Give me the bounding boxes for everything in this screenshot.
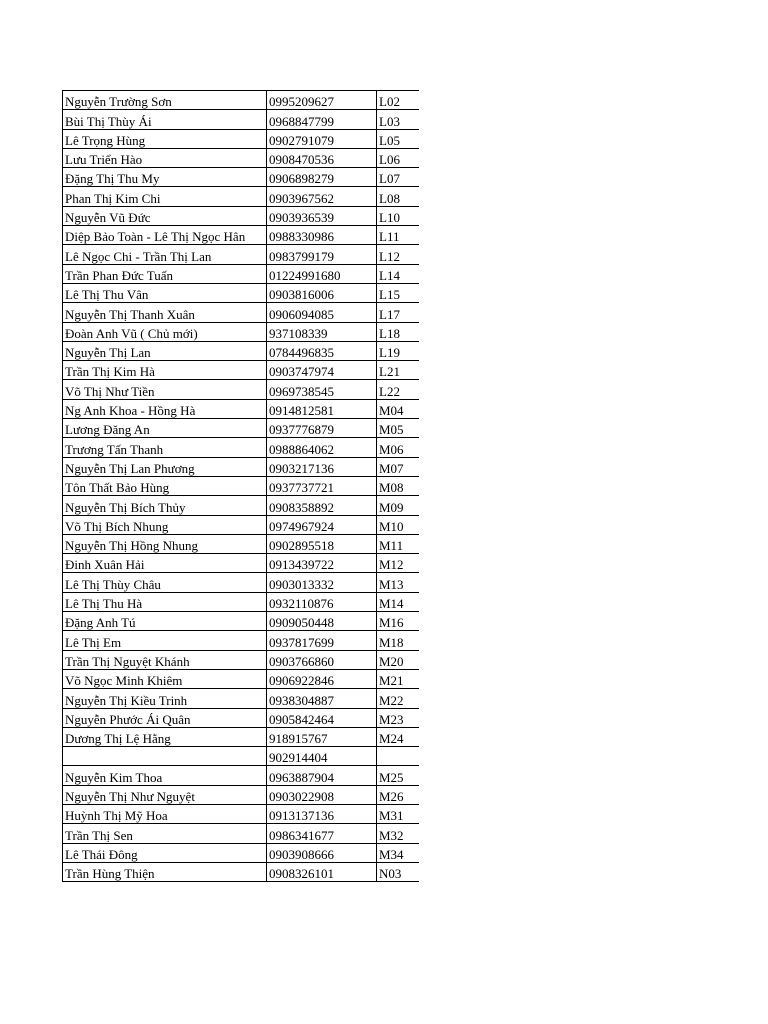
unit-code-cell: M05 <box>377 419 419 438</box>
unit-code-cell: M08 <box>377 476 419 495</box>
table-row <box>63 226 419 245</box>
name-cell: Nguyễn Thị Hồng Nhung <box>63 534 267 553</box>
unit-code-cell: L22 <box>377 380 419 399</box>
name-cell: Trương Tấn Thanh <box>63 438 267 457</box>
phone-cell: 0903936539 <box>267 206 377 225</box>
table-row <box>63 168 419 187</box>
unit-code-cell: M23 <box>377 708 419 727</box>
table-row <box>63 515 419 534</box>
unit-code-cell: M16 <box>377 612 419 631</box>
name-cell: Nguyễn Thị Lan <box>63 341 267 360</box>
table-row <box>63 534 419 553</box>
unit-code-cell: L02 <box>377 91 419 110</box>
unit-code-cell: M06 <box>377 438 419 457</box>
unit-code-cell: M26 <box>377 785 419 804</box>
table-row <box>63 554 419 573</box>
name-cell: Lê Ngọc Chi - Trần Thị Lan <box>63 245 267 264</box>
name-cell: Nguyễn Thị Như Nguyệt <box>63 785 267 804</box>
phone-cell: 0906898279 <box>267 168 377 187</box>
name-cell: Lê Trọng Hùng <box>63 129 267 148</box>
unit-code-cell: L10 <box>377 206 419 225</box>
phone-cell: 0903022908 <box>267 785 377 804</box>
phone-cell: 0913439722 <box>267 554 377 573</box>
name-cell: Lê Thị Thu Vân <box>63 283 267 302</box>
phone-cell: 0902791079 <box>267 129 377 148</box>
name-cell: Diệp Bảo Toàn - Lê Thị Ngọc Hân <box>63 226 267 245</box>
name-cell: Huỳnh Thị Mỹ Hoa <box>63 804 267 823</box>
name-cell: Trần Hùng Thiện <box>63 862 267 881</box>
unit-code-cell: M11 <box>377 534 419 553</box>
phone-cell: 0906094085 <box>267 303 377 322</box>
name-cell: Nguyễn Phước Ái Quân <box>63 708 267 727</box>
unit-code-cell: M22 <box>377 689 419 708</box>
table-row <box>63 476 419 495</box>
contact-table <box>62 90 419 882</box>
phone-cell: 0903908666 <box>267 843 377 862</box>
phone-cell: 0914812581 <box>267 399 377 418</box>
phone-cell: 0983799179 <box>267 245 377 264</box>
phone-cell: 0903013332 <box>267 573 377 592</box>
unit-code-cell: M18 <box>377 631 419 650</box>
table-row <box>63 438 419 457</box>
table-row <box>63 766 419 785</box>
table-row <box>63 804 419 823</box>
phone-cell: 0903747974 <box>267 361 377 380</box>
phone-cell: 0986341677 <box>267 824 377 843</box>
table-row <box>63 187 419 206</box>
table-row <box>63 91 419 110</box>
phone-cell: 0938304887 <box>267 689 377 708</box>
name-cell: Trần Thị Nguyệt Khánh <box>63 650 267 669</box>
unit-code-cell: M20 <box>377 650 419 669</box>
name-cell: Tôn Thất Bảo Hùng <box>63 476 267 495</box>
table-row <box>63 631 419 650</box>
name-cell: Lương Đăng An <box>63 419 267 438</box>
unit-code-cell: L05 <box>377 129 419 148</box>
name-cell: Trần Phan Đức Tuấn <box>63 264 267 283</box>
unit-code-cell: M24 <box>377 727 419 746</box>
unit-code-cell: M10 <box>377 515 419 534</box>
unit-code-cell: L07 <box>377 168 419 187</box>
name-cell: Dương Thị Lệ Hằng <box>63 727 267 746</box>
name-cell <box>63 747 267 766</box>
name-cell: Trần Thị Sen <box>63 824 267 843</box>
phone-cell: 0906922846 <box>267 669 377 688</box>
name-cell: Nguyễn Thị Kiều Trinh <box>63 689 267 708</box>
table-row <box>63 843 419 862</box>
phone-cell: 0969738545 <box>267 380 377 399</box>
name-cell: Võ Thị Như Tiền <box>63 380 267 399</box>
table-row <box>63 341 419 360</box>
unit-code-cell: M13 <box>377 573 419 592</box>
unit-code-cell: L12 <box>377 245 419 264</box>
phone-cell: 0905842464 <box>267 708 377 727</box>
table-row <box>63 669 419 688</box>
phone-cell: 0974967924 <box>267 515 377 534</box>
name-cell: Đặng Thị Thu My <box>63 168 267 187</box>
phone-cell: 902914404 <box>267 747 377 766</box>
table-row <box>63 110 419 129</box>
phone-cell: 0903967562 <box>267 187 377 206</box>
unit-code-cell: L17 <box>377 303 419 322</box>
table-row <box>63 708 419 727</box>
name-cell: Nguyễn Thị Lan Phương <box>63 457 267 476</box>
unit-code-cell: M07 <box>377 457 419 476</box>
name-cell: Lê Thị Em <box>63 631 267 650</box>
table-row <box>63 862 419 881</box>
unit-code-cell: L06 <box>377 148 419 167</box>
table-row <box>63 573 419 592</box>
unit-code-cell: L21 <box>377 361 419 380</box>
name-cell: Đoàn Anh Vũ ( Chủ mới) <box>63 322 267 341</box>
table-row <box>63 785 419 804</box>
name-cell: Bùi Thị Thùy Ái <box>63 110 267 129</box>
table-row <box>63 380 419 399</box>
contact-table-body <box>63 91 419 882</box>
name-cell: Đinh Xuân Hải <box>63 554 267 573</box>
unit-code-cell: L08 <box>377 187 419 206</box>
name-cell: Lê Thị Thu Hà <box>63 592 267 611</box>
phone-cell: 0913137136 <box>267 804 377 823</box>
phone-cell: 0932110876 <box>267 592 377 611</box>
table-row <box>63 612 419 631</box>
phone-cell: 0903816006 <box>267 283 377 302</box>
name-cell: Lê Thị Thùy Châu <box>63 573 267 592</box>
table-row <box>63 322 419 341</box>
table-row <box>63 496 419 515</box>
table-row <box>63 747 419 766</box>
table-row <box>63 399 419 418</box>
table-row <box>63 264 419 283</box>
table-row <box>63 283 419 302</box>
phone-cell: 0988864062 <box>267 438 377 457</box>
unit-code-cell: L19 <box>377 341 419 360</box>
unit-code-cell: M34 <box>377 843 419 862</box>
phone-cell: 0937776879 <box>267 419 377 438</box>
unit-code-cell: L15 <box>377 283 419 302</box>
unit-code-cell: L14 <box>377 264 419 283</box>
phone-cell: 0908470536 <box>267 148 377 167</box>
phone-cell: 0902895518 <box>267 534 377 553</box>
unit-code-cell: M21 <box>377 669 419 688</box>
name-cell: Nguyễn Trường Sơn <box>63 91 267 110</box>
table-row <box>63 824 419 843</box>
phone-cell: 0908358892 <box>267 496 377 515</box>
name-cell: Nguyễn Thị Thanh Xuân <box>63 303 267 322</box>
table-row <box>63 689 419 708</box>
table-row <box>63 650 419 669</box>
unit-code-cell: L18 <box>377 322 419 341</box>
phone-cell: 0995209627 <box>267 91 377 110</box>
phone-cell: 0909050448 <box>267 612 377 631</box>
name-cell: Lê Thái Đông <box>63 843 267 862</box>
unit-code-cell: M25 <box>377 766 419 785</box>
table-row <box>63 727 419 746</box>
phone-cell: 0968847799 <box>267 110 377 129</box>
phone-cell: 0903217136 <box>267 457 377 476</box>
name-cell: Nguyễn Thị Bích Thủy <box>63 496 267 515</box>
unit-code-cell: L11 <box>377 226 419 245</box>
table-row <box>63 419 419 438</box>
table-row <box>63 129 419 148</box>
table-row <box>63 148 419 167</box>
name-cell: Ng Anh Khoa - Hồng Hà <box>63 399 267 418</box>
table-row <box>63 245 419 264</box>
phone-cell: 0784496835 <box>267 341 377 360</box>
table-row <box>63 361 419 380</box>
table-row <box>63 303 419 322</box>
phone-cell: 937108339 <box>267 322 377 341</box>
name-cell: Võ Ngọc Minh Khiêm <box>63 669 267 688</box>
name-cell: Lưu Triển Hào <box>63 148 267 167</box>
phone-cell: 0937737721 <box>267 476 377 495</box>
unit-code-cell: L03 <box>377 110 419 129</box>
name-cell: Nguyễn Vũ Đức <box>63 206 267 225</box>
unit-code-cell: M32 <box>377 824 419 843</box>
unit-code-cell: M31 <box>377 804 419 823</box>
table-row <box>63 457 419 476</box>
phone-cell: 0937817699 <box>267 631 377 650</box>
unit-code-cell: M04 <box>377 399 419 418</box>
unit-code-cell: M12 <box>377 554 419 573</box>
phone-cell: 0903766860 <box>267 650 377 669</box>
name-cell: Võ Thị Bích Nhung <box>63 515 267 534</box>
unit-code-cell: M09 <box>377 496 419 515</box>
phone-cell: 0988330986 <box>267 226 377 245</box>
phone-cell: 01224991680 <box>267 264 377 283</box>
name-cell: Đặng Anh Tú <box>63 612 267 631</box>
name-cell: Nguyễn Kim Thoa <box>63 766 267 785</box>
name-cell: Trần Thị Kim Hà <box>63 361 267 380</box>
phone-cell: 918915767 <box>267 727 377 746</box>
table-row <box>63 592 419 611</box>
unit-code-cell: N03 <box>377 862 419 881</box>
table-row <box>63 206 419 225</box>
unit-code-cell: M14 <box>377 592 419 611</box>
phone-cell: 0908326101 <box>267 862 377 881</box>
unit-code-cell <box>377 747 419 766</box>
name-cell: Phan Thị Kim Chi <box>63 187 267 206</box>
phone-cell: 0963887904 <box>267 766 377 785</box>
